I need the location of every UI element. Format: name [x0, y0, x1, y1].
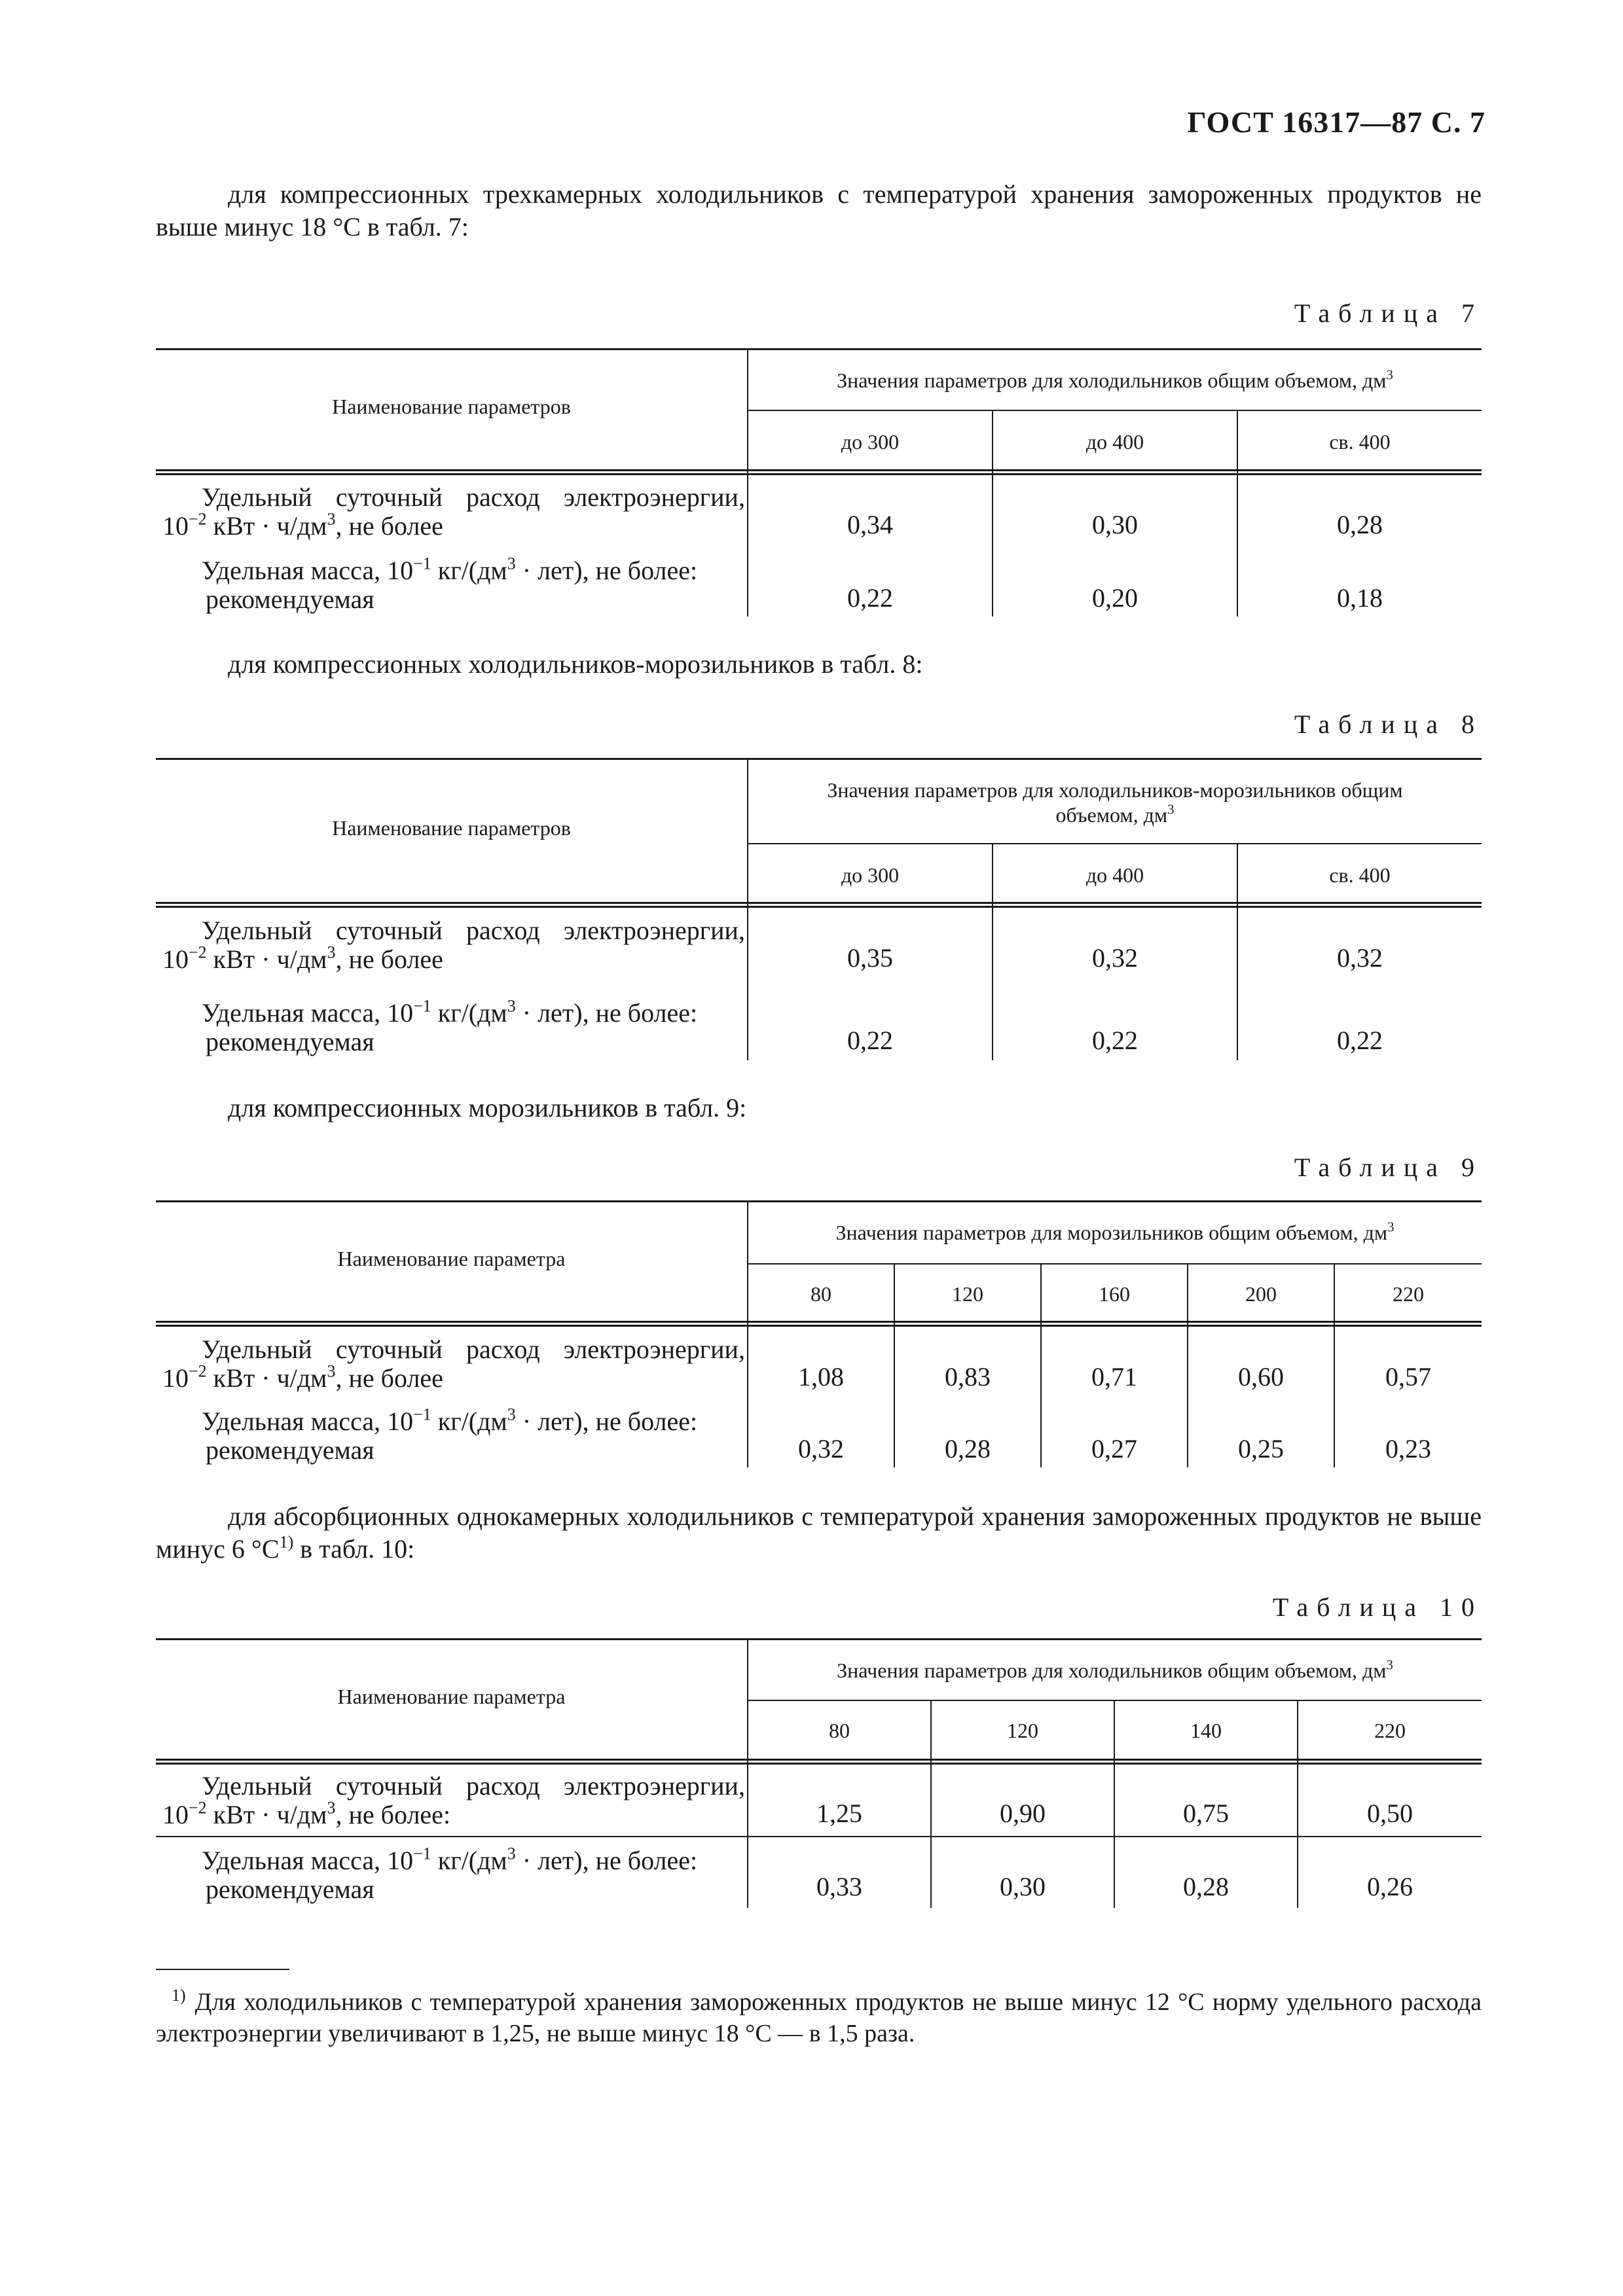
- mass-value: 0,22: [1092, 1026, 1138, 1055]
- volume-column-header: до 400: [1085, 430, 1144, 454]
- mass-value: 0,28: [945, 1434, 991, 1463]
- energy-value: 0,32: [1337, 943, 1383, 973]
- name-column-header: Наименование параметров: [332, 395, 571, 418]
- mass-value: 0,30: [1000, 1872, 1046, 1901]
- volume-column-header: св. 400: [1329, 863, 1391, 887]
- energy-value: 0,30: [1092, 510, 1138, 539]
- table-header-rule: [156, 1759, 1482, 1765]
- table-8-caption: Таблица 8: [1294, 709, 1483, 739]
- volume-column-header: 220: [1393, 1282, 1424, 1306]
- intro-table-10: для абсорбционных однокамерных холодильников с температурой хранения замороженных продуктов не выше минус 6 $^\circ С^{1)}$ в табл. 10:: [156, 1501, 1482, 1564]
- page-header: ГОСТ 16317—87 С. 7: [1187, 105, 1486, 139]
- mass-value: 0,28: [1183, 1872, 1229, 1901]
- table-rule: [156, 758, 1482, 760]
- table-rule: [156, 1638, 1482, 1640]
- mass-value: 0,22: [1337, 1026, 1383, 1055]
- table-row-rule: [156, 1836, 1482, 1837]
- footnote: $^{1)}$ Для холодильников с температурой хранения замороженных продуктов не выше минус 12 °С норму удельного расхода электроэнергии увеличивают в 1,25, не выше минус 18 °С — в 1,5 раза.: [156, 1986, 1482, 2047]
- intro-table-8: для компрессионных холодильников-морозильников в табл. 8:: [228, 649, 923, 679]
- name-column-header: Наименование параметров: [332, 816, 571, 840]
- volume-column-header: 80: [811, 1282, 831, 1306]
- energy-value: 0,75: [1183, 1799, 1229, 1828]
- energy-value: 0,28: [1337, 510, 1383, 539]
- volume-column-header: 120: [1007, 1719, 1038, 1742]
- table-rule: [748, 1263, 1482, 1265]
- table-10: [156, 1638, 1482, 1908]
- table-rule: [748, 843, 1482, 844]
- mass-value: 0,26: [1367, 1872, 1413, 1901]
- volume-column-header: до 300: [841, 430, 900, 454]
- table-9-caption: Таблица 9: [1294, 1153, 1483, 1182]
- mass-value: 0,32: [798, 1434, 844, 1463]
- mass-value: 0,22: [847, 1026, 893, 1055]
- param-energy-consumption: Удельный суточный расход электроэнергии, $10^{-2}$ кВт · $ч/дм^3$, не более: [162, 482, 745, 541]
- values-group-header: Значения параметров для морозильников общим объемом, $дм^3$: [835, 1219, 1395, 1244]
- table-7-caption: Таблица 7: [1294, 298, 1483, 328]
- param-energy-consumption: Удельный суточный расход электроэнергии, $10^{-2}$ кВт · $ч/дм^3$, не более: [162, 1335, 745, 1393]
- name-column-header: Наименование параметра: [337, 1247, 566, 1270]
- mass-value: 0,27: [1091, 1434, 1137, 1463]
- energy-value: 0,35: [847, 943, 893, 973]
- param-specific-mass: Удельная масса, $10^{-1}$ $кг/(дм^3 \cdot лет)$, не более: рекомендуемая: [202, 996, 698, 1056]
- energy-value: 0,90: [1000, 1799, 1046, 1828]
- mass-value: 0,23: [1385, 1434, 1431, 1463]
- table-header-rule: [156, 469, 1482, 475]
- volume-column-header: 220: [1374, 1719, 1406, 1742]
- table-header-rule: [156, 1321, 1482, 1327]
- energy-value: 0,83: [945, 1362, 991, 1391]
- energy-value: 1,25: [816, 1799, 862, 1828]
- energy-value: 0,57: [1385, 1362, 1431, 1391]
- table-header-rule: [156, 902, 1482, 908]
- energy-value: 0,32: [1092, 943, 1138, 973]
- param-specific-mass: Удельная масса, $10^{-1}$ $кг/(дм^3 \cdot лет)$, не более: рекомендуемая: [202, 1844, 698, 1904]
- table-rule: [156, 348, 1482, 350]
- intro-table-7: для компрессионных трехкамерных холодильников с температурой хранения замороженных продуктов не выше минус 18 °С в табл. 7:: [156, 179, 1482, 242]
- mass-value: 0,33: [816, 1872, 862, 1901]
- volume-column-header: 200: [1245, 1282, 1277, 1306]
- values-group-header: Значения параметров для холодильников общим объемом, $дм^3$: [837, 1657, 1393, 1682]
- volume-column-header: 160: [1099, 1282, 1130, 1306]
- volume-column-header: 80: [829, 1719, 850, 1742]
- intro-table-9: для компрессионных морозильников в табл. 9:: [228, 1093, 747, 1122]
- mass-value: 0,20: [1092, 583, 1138, 613]
- mass-value: 0,25: [1238, 1434, 1284, 1463]
- values-group-header: Значения параметров для холодильников-морозильников общим объемом, $дм^3$: [827, 778, 1403, 827]
- param-specific-mass: Удельная масса, $10^{-1}$ $кг/(дм^3 \cdot лет)$, не более: рекомендуемая: [202, 1405, 698, 1465]
- mass-value: 0,18: [1337, 583, 1383, 613]
- values-group-header: Значения параметров для холодильников общим объемом, $дм^3$: [837, 367, 1393, 392]
- name-column-header: Наименование параметра: [337, 1685, 566, 1708]
- energy-value: 1,08: [798, 1362, 844, 1391]
- param-specific-mass: Удельная масса, $10^{-1}$ $кг/(дм^3 \cdot лет)$, не более: рекомендуемая: [202, 554, 698, 614]
- table-rule: [156, 1200, 1482, 1202]
- mass-value: 0,22: [847, 583, 893, 613]
- energy-value: 0,50: [1367, 1799, 1413, 1828]
- energy-value: 0,60: [1238, 1362, 1284, 1391]
- volume-column-header: до 400: [1085, 863, 1144, 887]
- table-7: [156, 348, 1482, 617]
- param-energy-consumption: Удельный суточный расход электроэнергии, $10^{-2}$ кВт · $ч/дм^3$, не более: [162, 916, 745, 974]
- volume-column-header: до 300: [841, 863, 900, 887]
- energy-value: 0,71: [1091, 1362, 1137, 1391]
- table-rule: [748, 410, 1482, 411]
- param-energy-consumption: Удельный суточный расход электроэнергии, $10^{-2}$ кВт · $ч/дм^3$, не более:: [162, 1771, 745, 1829]
- volume-column-header: 140: [1190, 1719, 1222, 1742]
- volume-column-header: 120: [952, 1282, 983, 1306]
- footnote-rule: [156, 1969, 289, 1970]
- volume-column-header: св. 400: [1329, 430, 1391, 454]
- table-9: [156, 1200, 1482, 1467]
- table-8: [156, 758, 1482, 1060]
- table-10-caption: Таблица 10: [1272, 1592, 1483, 1622]
- energy-value: 0,34: [847, 510, 893, 539]
